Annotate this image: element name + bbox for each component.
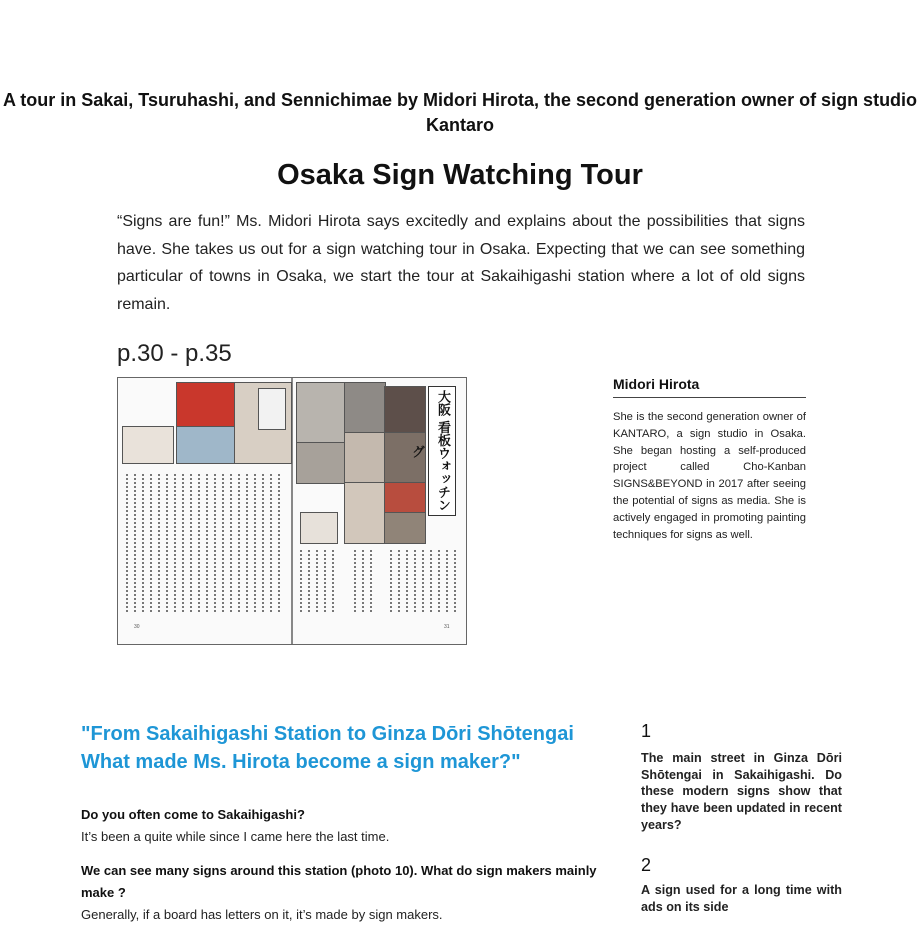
photo-caption: The main street in Ginza Dōri Shōtengai in Sakaihigashi. Do these modern signs show that they have been updated in recent years? <box>641 751 842 832</box>
spread-text-column <box>166 474 168 614</box>
qa-block <box>81 860 626 926</box>
section-heading: "From Sakaihigashi Station to Ginza Dōri Shōtengai What made Ms. Hirota become a sign maker?" <box>81 723 574 773</box>
spread-page-number-left: 30 <box>134 624 140 630</box>
article-title: Osaka Sign Watching Tour <box>277 159 643 191</box>
spread-text-column <box>214 474 216 614</box>
spread-photo <box>300 512 338 544</box>
spread-text-column <box>254 474 256 614</box>
spread-text-column <box>308 550 310 614</box>
caption-number: 1 <box>641 721 652 741</box>
spread-photo <box>384 386 426 434</box>
spread-text-column <box>198 474 200 614</box>
spread-photo <box>344 432 386 484</box>
spread-text-column <box>438 550 440 614</box>
spread-page-number-right: 31 <box>444 624 450 630</box>
bio-name: Midori Hirota <box>613 376 700 392</box>
spread-text-column <box>414 550 416 614</box>
spread-text-column <box>370 550 372 614</box>
spread-photo <box>344 482 386 544</box>
spread-text-column <box>332 550 334 614</box>
spread-text-column <box>430 550 432 614</box>
spread-text-column <box>362 550 364 614</box>
interview-question: We can see many signs around this station (photo 10). What do sign makers mainly make ? <box>81 863 597 900</box>
spread-text-column <box>324 550 326 614</box>
spread-text-column <box>398 550 400 614</box>
spread-text-column <box>262 474 264 614</box>
spread-text-column <box>174 474 176 614</box>
spread-text-column <box>238 474 240 614</box>
bio-text: She is the second generation owner of KANTARO, a sign studio in Osaka. She began hosting a self-produced project called Cho-Kanban SIGNS&BEYOND in 2017 after seeing the potential of signs as media. She is actively engaged in promoting painting techniques for signs as well. <box>613 411 806 541</box>
spread-text-column <box>150 474 152 614</box>
spread-text-column <box>182 474 184 614</box>
spread-photo <box>384 512 426 544</box>
article-subtitle: A tour in Sakai, Tsuruhashi, and Sennichimae by Midori Hirota, the second generation owner of sign studio Kantaro <box>2 90 918 135</box>
photo-caption: A sign used for a long time with ads on its side <box>641 883 842 914</box>
spread-text-column <box>134 474 136 614</box>
spread-text-column <box>454 550 456 614</box>
caption-number: 2 <box>641 855 652 875</box>
spread-photo <box>384 482 426 514</box>
magazine-spread-image <box>117 377 467 645</box>
spread-text-column <box>206 474 208 614</box>
spread-text-column <box>446 550 448 614</box>
qa-block <box>81 804 626 848</box>
spread-photo <box>344 382 386 434</box>
spread-text-column <box>246 474 248 614</box>
intro-paragraph: “Signs are fun!” Ms. Midori Hirota says excitedly and explains about the possibilities that signs have. She takes us out for a sign watching tour in Osaka. Expecting that we can see something particular of towns in Osaka, we start the tour at Sakaihigashi station where a lot of old signs remain. <box>117 213 805 313</box>
spread-text-column <box>300 550 302 614</box>
spread-photo <box>176 426 236 464</box>
spread-vertical-title: 大阪 看板ウォッチング <box>428 386 456 516</box>
spread-photo <box>296 442 346 484</box>
interview-answer: Generally, if a board has letters on it, it’s made by sign makers. <box>81 907 443 922</box>
spread-text-column <box>126 474 128 614</box>
interview-answer: It’s been a quite while since I came here the last time. <box>81 829 390 844</box>
spread-text-column <box>278 474 280 614</box>
spread-text-column <box>190 474 192 614</box>
spread-photo <box>258 388 286 430</box>
spread-text-column <box>390 550 392 614</box>
bio-divider <box>613 397 806 398</box>
spread-text-column <box>354 550 356 614</box>
spread-photo <box>122 426 174 464</box>
spread-text-column <box>222 474 224 614</box>
spread-text-column <box>142 474 144 614</box>
spread-text-column <box>316 550 318 614</box>
spread-text-column <box>158 474 160 614</box>
spread-text-column <box>422 550 424 614</box>
spread-text-column <box>230 474 232 614</box>
spread-photo <box>176 382 236 428</box>
spread-photo <box>296 382 346 444</box>
page-range-label: p.30 - p.35 <box>117 340 232 367</box>
spread-photo <box>384 432 426 484</box>
spread-text-column <box>406 550 408 614</box>
interview-question: Do you often come to Sakaihigashi? <box>81 807 305 822</box>
spread-text-column <box>270 474 272 614</box>
